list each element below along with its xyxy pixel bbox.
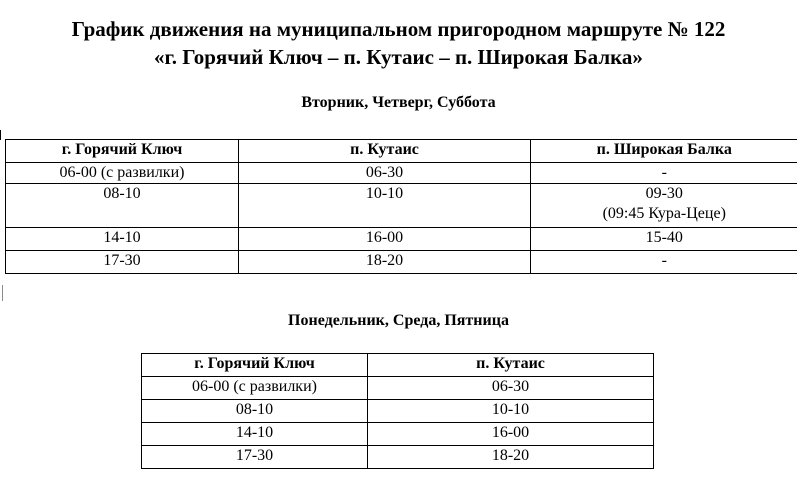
schedule2-table xyxy=(141,353,654,469)
table-cell: 10-10 xyxy=(368,400,654,423)
table-row xyxy=(6,184,797,228)
table-row xyxy=(6,163,797,184)
column-header: п. Кутаис xyxy=(239,140,531,163)
table-cell: 18-20 xyxy=(368,446,654,469)
table-row xyxy=(142,423,654,446)
cell-note: (09:45 Кура-Цеце) xyxy=(602,205,726,222)
table-cell xyxy=(531,184,797,228)
column-header: п. Широкая Балка xyxy=(531,140,797,163)
table-row xyxy=(142,400,654,423)
table-cell: 17-30 xyxy=(142,446,368,469)
cell-time: 09-30 xyxy=(645,185,683,202)
table-cell: 16-00 xyxy=(368,423,654,446)
table-header-row xyxy=(6,140,797,163)
table-row xyxy=(142,377,654,400)
table-cell: 15-40 xyxy=(531,228,797,251)
table-row xyxy=(6,251,797,274)
table-cell: 10-10 xyxy=(239,184,531,228)
table-row xyxy=(6,228,797,251)
table-cell: - xyxy=(531,163,797,184)
schedule1-table xyxy=(5,139,797,274)
column-header: п. Кутаис xyxy=(368,354,654,377)
schedule1-days-heading: Вторник, Четверг, Суббота xyxy=(301,94,496,111)
column-header: г. Горячий Ключ xyxy=(142,354,368,377)
table-cell: 18-20 xyxy=(239,251,531,274)
text-cursor xyxy=(2,285,3,301)
table-cell: 17-30 xyxy=(6,251,239,274)
table-cell: 16-00 xyxy=(239,228,531,251)
table-row xyxy=(142,446,654,469)
table-cell: 06-00 (с развилки) xyxy=(142,377,368,400)
table-header-row xyxy=(142,354,654,377)
table-cell: 14-10 xyxy=(6,228,239,251)
table-cell: 08-10 xyxy=(142,400,368,423)
document-title-line-2: «г. Горячий Ключ – п. Кутаис – п. Широкая Балка» xyxy=(154,45,643,69)
table-cell: 08-10 xyxy=(6,184,239,228)
schedule2-days-heading: Понедельник, Среда, Пятница xyxy=(288,312,509,329)
table-cell: 06-30 xyxy=(368,377,654,400)
table-cell: 14-10 xyxy=(142,423,368,446)
column-header: г. Горячий Ключ xyxy=(6,140,239,163)
table-cell: - xyxy=(531,251,797,274)
document-title-line-1: График движения на муниципальном пригородном маршруте № 122 xyxy=(71,17,726,41)
table-cell: 06-00 (с развилки) xyxy=(6,163,239,184)
table-cell: 06-30 xyxy=(239,163,531,184)
table-edge-mark xyxy=(0,130,1,140)
